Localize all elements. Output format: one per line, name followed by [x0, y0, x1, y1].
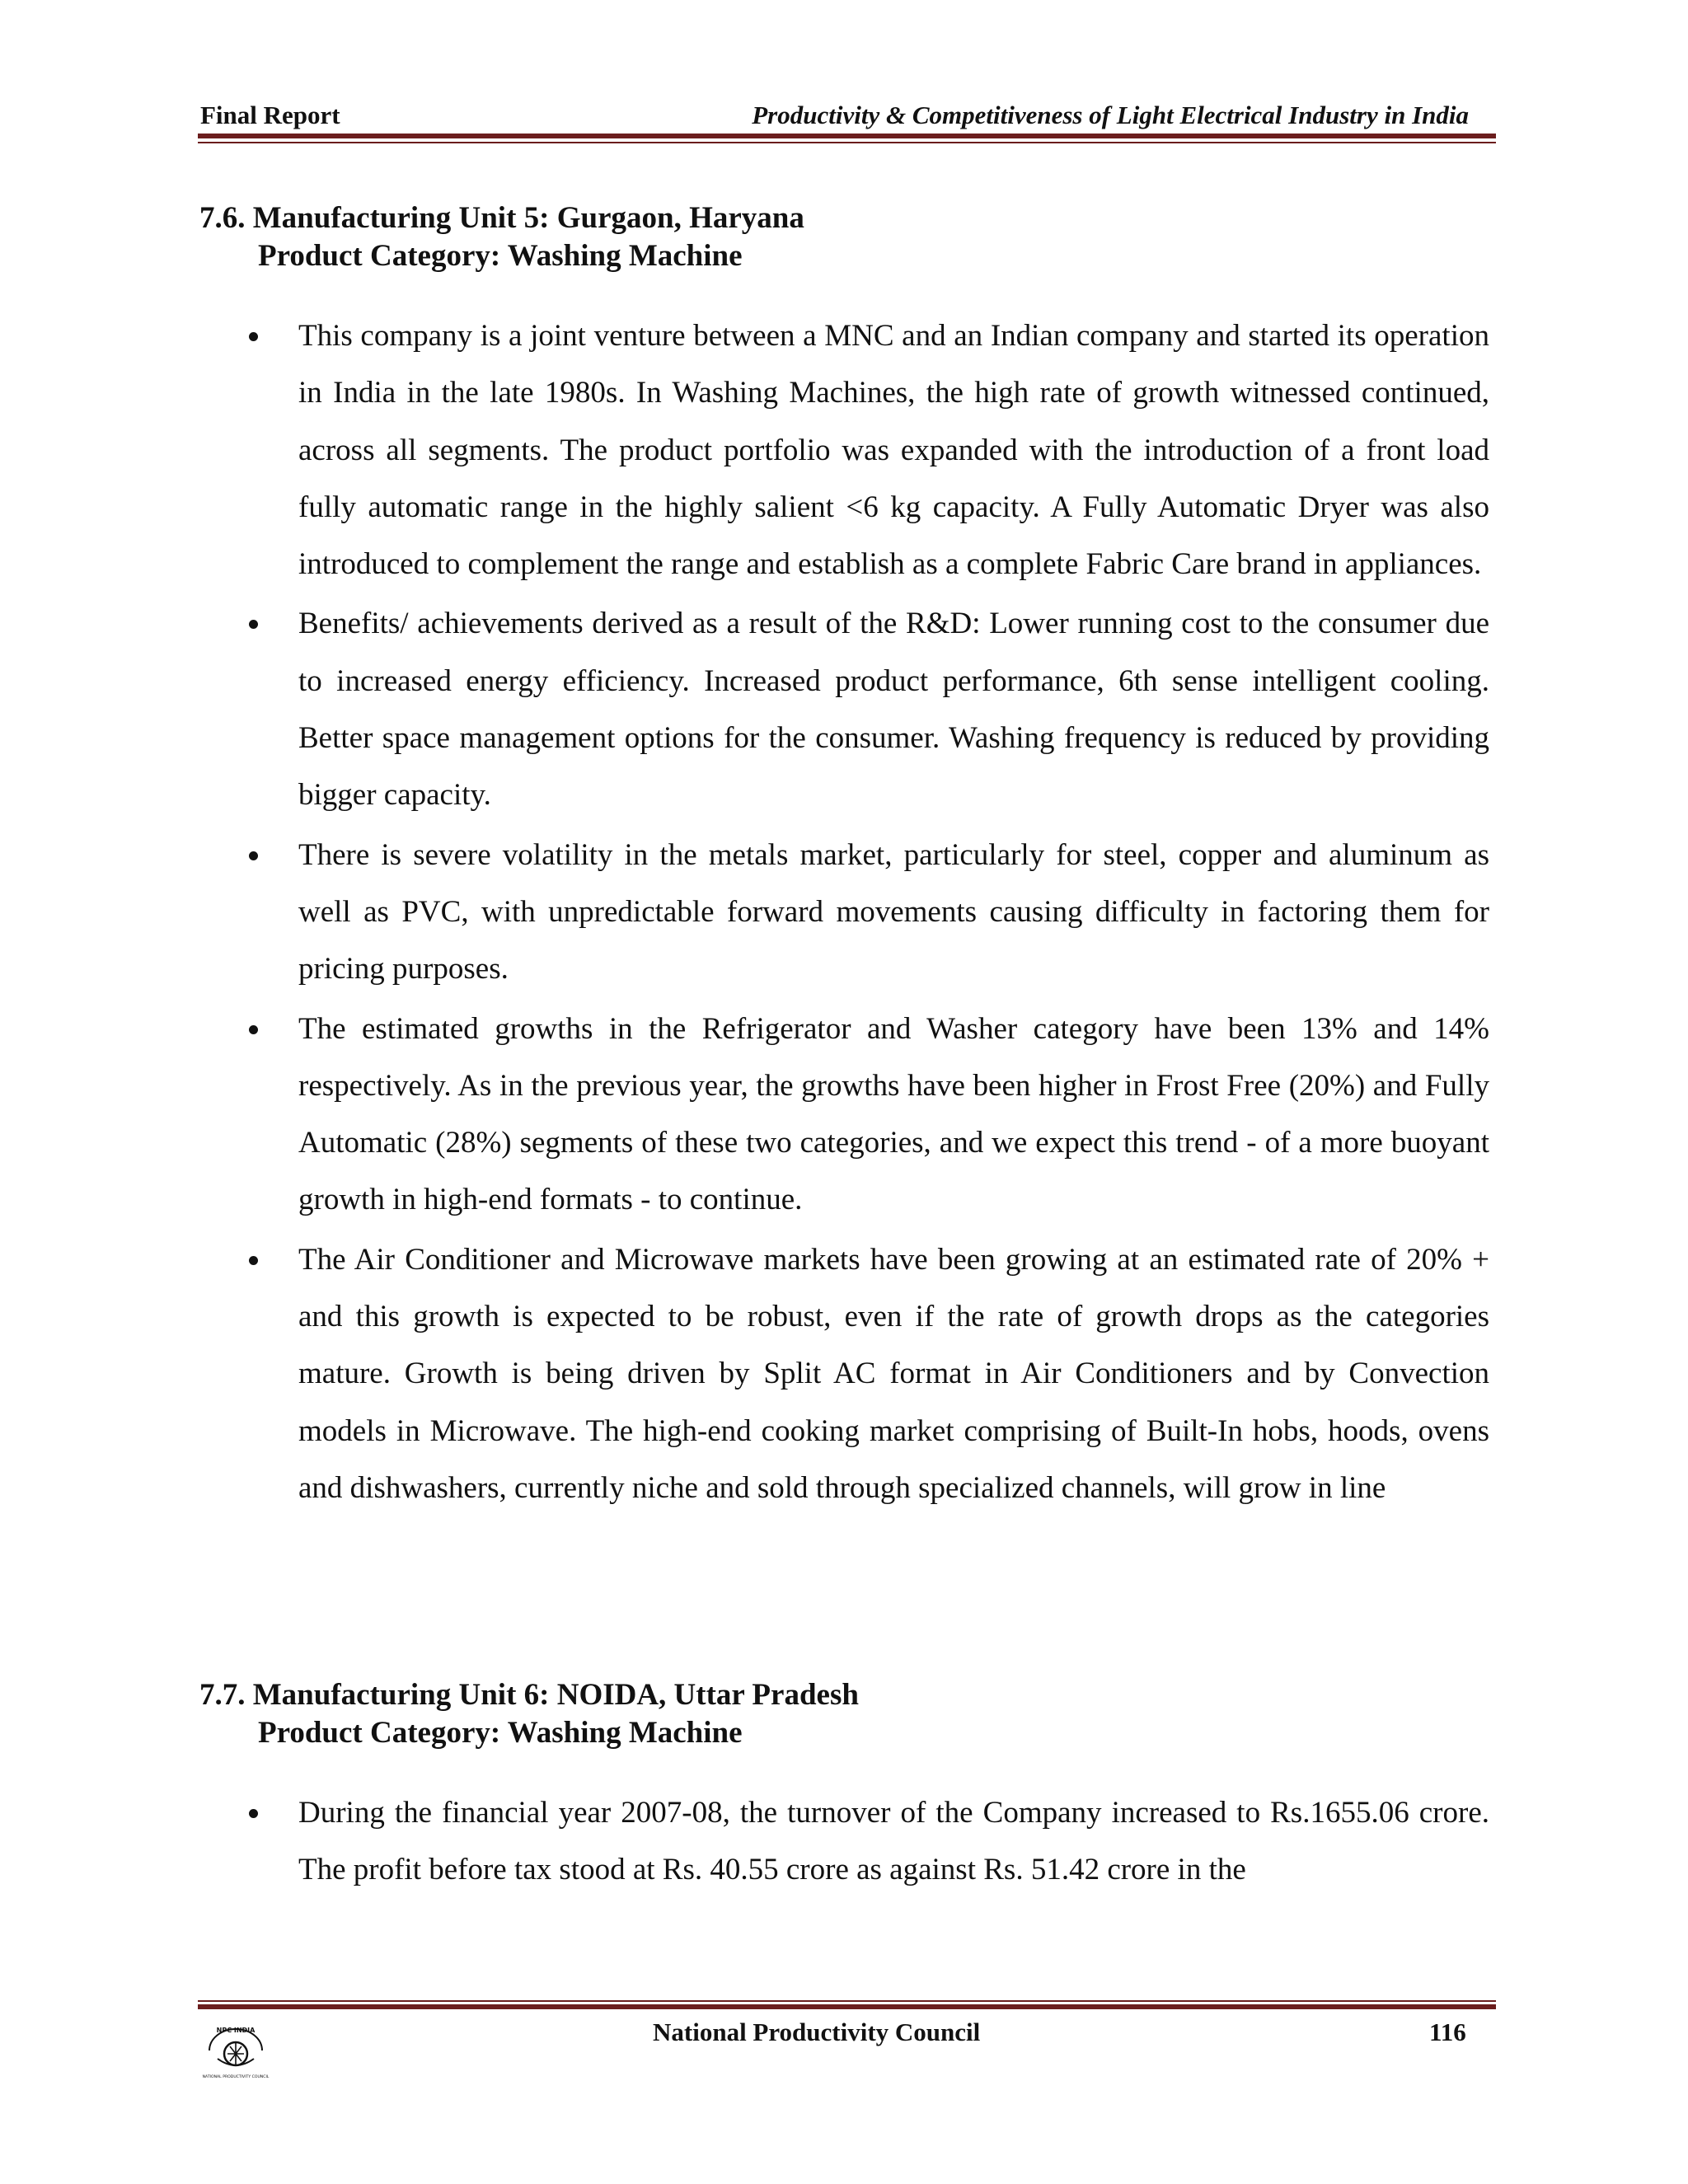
header-report-label: Final Report	[200, 101, 340, 129]
list-item	[249, 827, 1489, 998]
list-item	[249, 307, 1489, 593]
section-7-7-bullet-list	[249, 1784, 1489, 1901]
list-item	[249, 595, 1489, 823]
list-item	[249, 1231, 1489, 1516]
footer-organization: National Productivity Council	[653, 2018, 981, 2046]
list-item-text: The estimated growths in the Refrigerator and Washer category have been 13% and 14% respectively. As in the previous year, the growths have been higher in Frost Free (20%) and Fully Automatic (28%) segments of these two categories, and we expect this trend - of a more buoyant growth in high-end formats - to continue.	[298, 1011, 1489, 1217]
list-item-text: During the financial year 2007-08, the turnover of the Company increased to Rs.1655.06 crore. The profit before tax stood at Rs. 40.55 crore as against Rs. 51.42 crore in the	[298, 1796, 1489, 1887]
page-header	[198, 97, 1496, 137]
section-subtitle: Product Category: Washing Machine	[258, 1716, 743, 1750]
seal-text-bottom: NATIONAL PRODUCTIVITY COUNCIL	[202, 2075, 270, 2079]
section-heading-7-7	[199, 1676, 859, 1752]
seal-text-top: NPC INDIA	[216, 2027, 256, 2034]
list-item	[249, 1784, 1489, 1899]
bullet-icon	[249, 1025, 258, 1034]
list-item	[249, 1001, 1489, 1229]
header-rule-thin	[198, 142, 1496, 143]
npc-seal-icon	[195, 2021, 277, 2080]
list-item-text: This company is a joint venture between a MNC and an Indian company and started its operation in India in the late 1980s. In Washing Machines, the high rate of growth witnessed continued, across all segments. The product portfolio was expanded with the introduction of a front load fully automatic range in the highly salient <6 kg capacity. A Fully Automatic Dryer was also introduced to complement the range and establish as a complete Fabric Care brand in appliances.	[298, 319, 1489, 582]
page-number: 116	[1429, 2018, 1466, 2046]
list-item-text: Benefits/ achievements derived as a result of the R&D: Lower running cost to the consumer due to increased energy efficiency. Increased product performance, 6th sense intelligent cooling. Better space management options for the consumer. Washing frequency is reduced by providing bigger capacity.	[298, 607, 1489, 813]
section-heading-7-6	[199, 199, 804, 275]
footer-rule-thick	[198, 2004, 1496, 2009]
bullet-icon	[249, 851, 258, 860]
section-subtitle: Product Category: Washing Machine	[258, 239, 743, 273]
bullet-icon	[249, 1809, 258, 1818]
bullet-icon	[249, 620, 258, 629]
section-7-6-bullet-list	[249, 307, 1489, 1519]
bullet-icon	[249, 1256, 258, 1265]
list-item-text: There is severe volatility in the metals market, particularly for steel, copper and aluminum as well as PVC, with unpredictable forward movements causing difficulty in factoring them for pricing purposes.	[298, 837, 1489, 987]
header-report-title: Productivity & Competitiveness of Light Electrical Industry in India	[752, 101, 1469, 129]
header-rule-thick	[198, 134, 1496, 138]
section-title: 7.6. Manufacturing Unit 5: Gurgaon, Haryana	[199, 201, 804, 235]
footer-rule-thin	[198, 2000, 1496, 2002]
list-item-text: The Air Conditioner and Microwave markets have been growing at an estimated rate of 20% + and this growth is expected to be robust, even if the rate of growth drops as the categories mature. Growth is being driven by Split AC format in Air Conditioners and by Convection models in Microwave. The high-end cooking market comprising of Built-In hobs, hoods, ovens and dishwashers, currently niche and sold through specialized channels, will grow in line	[298, 1242, 1489, 1505]
bullet-icon	[249, 332, 258, 341]
section-title: 7.7. Manufacturing Unit 6: NOIDA, Uttar Pradesh	[199, 1678, 859, 1712]
